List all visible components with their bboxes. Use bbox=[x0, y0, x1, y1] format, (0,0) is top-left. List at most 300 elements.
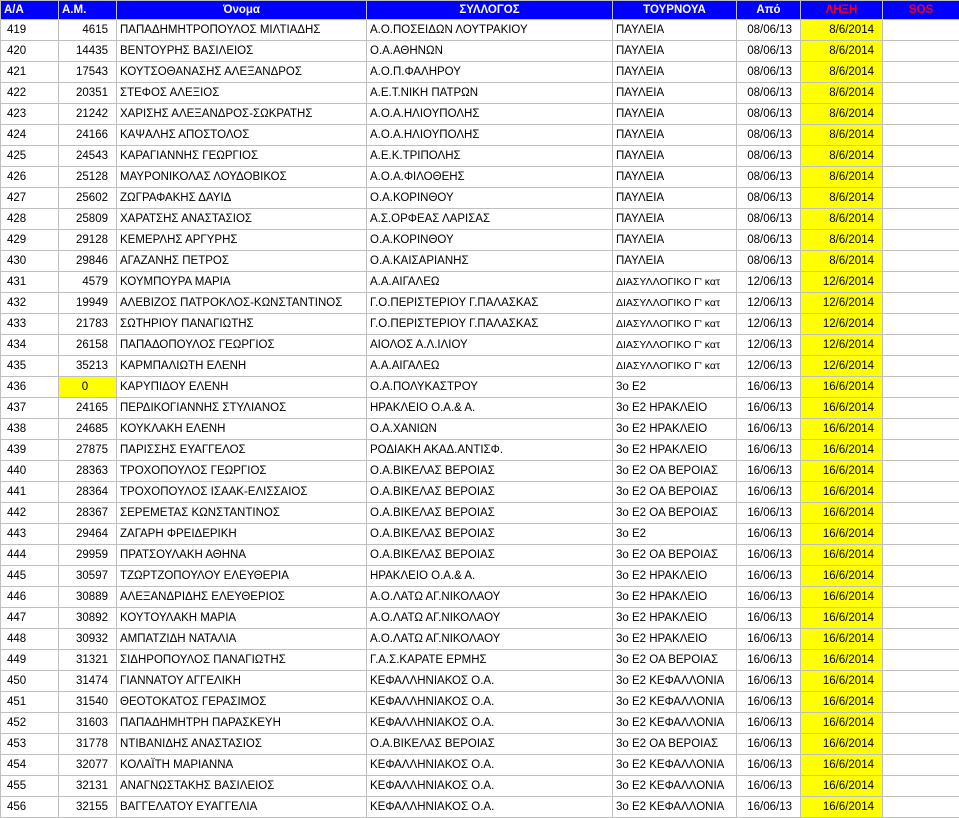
cell-aa: 429 bbox=[1, 230, 59, 251]
cell-club: Α.Ο.ΠΟΣΕΙΔΩΝ ΛΟΥΤΡΑΚΙΟΥ bbox=[367, 20, 613, 41]
cell-from: 16/06/13 bbox=[737, 608, 801, 629]
cell-expiry: 8/6/2014 bbox=[801, 83, 883, 104]
table-row[interactable] bbox=[1, 482, 959, 503]
cell-sos bbox=[883, 272, 959, 293]
table-row[interactable] bbox=[1, 503, 959, 524]
cell-aa: 456 bbox=[1, 797, 59, 818]
cell-aa: 441 bbox=[1, 482, 59, 503]
cell-am: 27875 bbox=[59, 440, 117, 461]
cell-from: 08/06/13 bbox=[737, 146, 801, 167]
cell-club: Α.Α.ΑΙΓΑΛΕΩ bbox=[367, 356, 613, 377]
cell-expiry: 8/6/2014 bbox=[801, 230, 883, 251]
cell-from: 16/06/13 bbox=[737, 797, 801, 818]
cell-aa: 435 bbox=[1, 356, 59, 377]
table-row[interactable] bbox=[1, 41, 959, 62]
cell-tournament: 3ο Ε2 bbox=[613, 524, 737, 545]
cell-tournament: 3ο Ε2 ΗΡΑΚΛΕΙΟ bbox=[613, 608, 737, 629]
cell-sos bbox=[883, 482, 959, 503]
cell-tournament: 3ο Ε2 ΗΡΑΚΛΕΙΟ bbox=[613, 587, 737, 608]
cell-expiry: 16/6/2014 bbox=[801, 587, 883, 608]
cell-aa: 424 bbox=[1, 125, 59, 146]
cell-club: Ο.Α.ΒΙΚΕΛΑΣ ΒΕΡΟΙΑΣ bbox=[367, 503, 613, 524]
cell-tournament: 3ο Ε2 ΚΕΦΑΛΛΟΝΙΑ bbox=[613, 671, 737, 692]
cell-name: ΑΓΑΖΑΝΗΣ ΠΕΤΡΟΣ bbox=[117, 251, 367, 272]
header-tournament[interactable]: ΤΟΥΡΝΟΥΑ bbox=[613, 1, 737, 20]
cell-sos bbox=[883, 797, 959, 818]
cell-tournament: 3ο Ε2 ΗΡΑΚΛΕΙΟ bbox=[613, 440, 737, 461]
table-row[interactable] bbox=[1, 104, 959, 125]
cell-from: 12/06/13 bbox=[737, 314, 801, 335]
cell-am: 21242 bbox=[59, 104, 117, 125]
cell-name: ΜΑΥΡΟΝΙΚΟΛΑΣ ΛΟΥΔΟΒΙΚΟΣ bbox=[117, 167, 367, 188]
cell-sos bbox=[883, 440, 959, 461]
cell-from: 08/06/13 bbox=[737, 62, 801, 83]
cell-expiry: 16/6/2014 bbox=[801, 377, 883, 398]
cell-am: 19949 bbox=[59, 293, 117, 314]
table-row[interactable] bbox=[1, 587, 959, 608]
cell-aa: 440 bbox=[1, 461, 59, 482]
table-row[interactable] bbox=[1, 209, 959, 230]
cell-club: Ο.Α.ΒΙΚΕΛΑΣ ΒΕΡΟΙΑΣ bbox=[367, 461, 613, 482]
cell-tournament: 3ο Ε2 ΟΑ ΒΕΡΟΙΑΣ bbox=[613, 734, 737, 755]
cell-sos bbox=[883, 713, 959, 734]
cell-aa: 428 bbox=[1, 209, 59, 230]
cell-from: 08/06/13 bbox=[737, 209, 801, 230]
cell-name: ΠΑΠΑΔΗΜΗΤΡΟΠΟΥΛΟΣ ΜΙΛΤΙΑΔΗΣ bbox=[117, 20, 367, 41]
cell-from: 16/06/13 bbox=[737, 650, 801, 671]
cell-am: 25128 bbox=[59, 167, 117, 188]
cell-am: 31778 bbox=[59, 734, 117, 755]
cell-from: 08/06/13 bbox=[737, 188, 801, 209]
cell-club: ΡΟΔΙΑΚΗ ΑΚΑΔ.ΑΝΤΙΣΦ. bbox=[367, 440, 613, 461]
cell-from: 16/06/13 bbox=[737, 629, 801, 650]
cell-name: ΚΑΡΑΓΙΑΝΝΗΣ ΓΕΩΡΓΙΟΣ bbox=[117, 146, 367, 167]
header-club[interactable]: ΣΥΛΛΟΓΟΣ bbox=[367, 1, 613, 20]
cell-sos bbox=[883, 146, 959, 167]
cell-club: Ο.Α.ΒΙΚΕΛΑΣ ΒΕΡΟΙΑΣ bbox=[367, 545, 613, 566]
cell-from: 12/06/13 bbox=[737, 293, 801, 314]
cell-aa: 453 bbox=[1, 734, 59, 755]
cell-am: 25809 bbox=[59, 209, 117, 230]
cell-expiry: 16/6/2014 bbox=[801, 482, 883, 503]
cell-name: ΠΡΑΤΣΟΥΛΑΚΗ ΑΘΗΝΑ bbox=[117, 545, 367, 566]
table-row[interactable] bbox=[1, 755, 959, 776]
cell-aa: 425 bbox=[1, 146, 59, 167]
header-aa[interactable]: A/A bbox=[1, 1, 59, 20]
header-from[interactable]: Από bbox=[737, 1, 801, 20]
cell-name: ΚΑΡΜΠΑΛΙΩΤΗ ΕΛΕΝΗ bbox=[117, 356, 367, 377]
cell-club: Α.Ε.Κ.ΤΡΙΠΟΛΗΣ bbox=[367, 146, 613, 167]
cell-name: ΚΕΜΕΡΛΗΣ ΑΡΓΥΡΗΣ bbox=[117, 230, 367, 251]
cell-sos bbox=[883, 629, 959, 650]
cell-tournament: 3ο Ε2 bbox=[613, 377, 737, 398]
cell-club: Ο.Α.ΒΙΚΕΛΑΣ ΒΕΡΟΙΑΣ bbox=[367, 734, 613, 755]
cell-tournament: ΠΑΥΛΕΙΑ bbox=[613, 230, 737, 251]
cell-am: 35213 bbox=[59, 356, 117, 377]
cell-tournament: ΔΙΑΣΥΛΛΟΓΙΚΟ Γ' κατ bbox=[613, 335, 737, 356]
cell-name: ΤΡΟΧΟΠΟΥΛΟΣ ΓΕΩΡΓΙΟΣ bbox=[117, 461, 367, 482]
cell-aa: 443 bbox=[1, 524, 59, 545]
cell-aa: 449 bbox=[1, 650, 59, 671]
cell-expiry: 16/6/2014 bbox=[801, 629, 883, 650]
table-row[interactable] bbox=[1, 524, 959, 545]
cell-sos bbox=[883, 20, 959, 41]
cell-aa: 431 bbox=[1, 272, 59, 293]
cell-am: 24685 bbox=[59, 419, 117, 440]
cell-am: 24543 bbox=[59, 146, 117, 167]
cell-from: 16/06/13 bbox=[737, 524, 801, 545]
cell-sos bbox=[883, 377, 959, 398]
cell-aa: 455 bbox=[1, 776, 59, 797]
cell-club: Α.Ο.Π.ΦΑΛΗΡΟΥ bbox=[367, 62, 613, 83]
cell-tournament: 3ο Ε2 ΚΕΦΑΛΛΟΝΙΑ bbox=[613, 755, 737, 776]
cell-expiry: 16/6/2014 bbox=[801, 545, 883, 566]
cell-aa: 434 bbox=[1, 335, 59, 356]
cell-name: ΠΑΠΑΔΗΜΗΤΡΗ ΠΑΡΑΣΚΕΥΗ bbox=[117, 713, 367, 734]
cell-aa: 426 bbox=[1, 167, 59, 188]
cell-club: Ο.Α.ΠΟΛΥΚΑΣΤΡΟΥ bbox=[367, 377, 613, 398]
cell-expiry: 16/6/2014 bbox=[801, 419, 883, 440]
cell-aa: 442 bbox=[1, 503, 59, 524]
cell-club: Γ.Α.Σ.ΚΑΡΑΤΕ ΕΡΜΗΣ bbox=[367, 650, 613, 671]
table-row[interactable] bbox=[1, 230, 959, 251]
cell-tournament: ΠΑΥΛΕΙΑ bbox=[613, 167, 737, 188]
cell-tournament: 3ο Ε2 ΟΑ ΒΕΡΟΙΑΣ bbox=[613, 545, 737, 566]
cell-expiry: 16/6/2014 bbox=[801, 524, 883, 545]
cell-name: ΖΑΓΑΡΗ ΦΡΕΙΔΕΡΙΚΗ bbox=[117, 524, 367, 545]
cell-sos bbox=[883, 650, 959, 671]
cell-aa: 422 bbox=[1, 83, 59, 104]
cell-club: Ο.Α.ΚΑΙΣΑΡΙΑΝΗΣ bbox=[367, 251, 613, 272]
cell-name: ΣΩΤΗΡΙΟΥ ΠΑΝΑΓΙΩΤΗΣ bbox=[117, 314, 367, 335]
cell-expiry: 16/6/2014 bbox=[801, 461, 883, 482]
cell-sos bbox=[883, 587, 959, 608]
cell-from: 08/06/13 bbox=[737, 230, 801, 251]
cell-from: 12/06/13 bbox=[737, 335, 801, 356]
cell-name: ΑΛΕΒΙΖΟΣ ΠΑΤΡΟΚΛΟΣ-ΚΩΝΣΤΑΝΤΙΝΟΣ bbox=[117, 293, 367, 314]
cell-from: 08/06/13 bbox=[737, 104, 801, 125]
cell-am: 14435 bbox=[59, 41, 117, 62]
cell-club: Ο.Α.ΒΙΚΕΛΑΣ ΒΕΡΟΙΑΣ bbox=[367, 482, 613, 503]
cell-expiry: 16/6/2014 bbox=[801, 608, 883, 629]
cell-club: Α.Ο.Α.ΦΙΛΟΘΕΗΣ bbox=[367, 167, 613, 188]
cell-from: 16/06/13 bbox=[737, 377, 801, 398]
cell-tournament: ΠΑΥΛΕΙΑ bbox=[613, 104, 737, 125]
cell-sos bbox=[883, 398, 959, 419]
cell-club: ΚΕΦΑΛΛΗΝΙΑΚΟΣ Ο.Α. bbox=[367, 671, 613, 692]
table-row[interactable] bbox=[1, 188, 959, 209]
cell-club: ΚΕΦΑΛΛΗΝΙΑΚΟΣ Ο.Α. bbox=[367, 797, 613, 818]
cell-name: ΠΕΡΔΙΚΟΓΙΑΝΝΗΣ ΣΤΥΛΙΑΝΟΣ bbox=[117, 398, 367, 419]
cell-sos bbox=[883, 566, 959, 587]
cell-aa: 438 bbox=[1, 419, 59, 440]
cell-from: 16/06/13 bbox=[737, 545, 801, 566]
cell-expiry: 8/6/2014 bbox=[801, 146, 883, 167]
cell-expiry: 16/6/2014 bbox=[801, 713, 883, 734]
header-am[interactable]: A.M. bbox=[59, 1, 117, 20]
cell-from: 16/06/13 bbox=[737, 461, 801, 482]
table-row[interactable] bbox=[1, 734, 959, 755]
cell-sos bbox=[883, 524, 959, 545]
table-row[interactable] bbox=[1, 398, 959, 419]
cell-tournament: ΔΙΑΣΥΛΛΟΓΙΚΟ Γ' κατ bbox=[613, 314, 737, 335]
cell-am: 30932 bbox=[59, 629, 117, 650]
cell-aa: 433 bbox=[1, 314, 59, 335]
cell-am: 30889 bbox=[59, 587, 117, 608]
cell-sos bbox=[883, 104, 959, 125]
table-row[interactable] bbox=[1, 461, 959, 482]
cell-am: 31603 bbox=[59, 713, 117, 734]
cell-expiry: 16/6/2014 bbox=[801, 398, 883, 419]
cell-from: 16/06/13 bbox=[737, 776, 801, 797]
table-row[interactable] bbox=[1, 314, 959, 335]
cell-am: 0 bbox=[59, 377, 117, 398]
cell-aa: 419 bbox=[1, 20, 59, 41]
cell-from: 16/06/13 bbox=[737, 398, 801, 419]
table-row[interactable] bbox=[1, 167, 959, 188]
table-row[interactable] bbox=[1, 146, 959, 167]
table-row[interactable] bbox=[1, 566, 959, 587]
table-row[interactable] bbox=[1, 83, 959, 104]
cell-am: 29464 bbox=[59, 524, 117, 545]
cell-name: ΒΑΓΓΕΛΑΤΟΥ ΕΥΑΓΓΕΛΙΑ bbox=[117, 797, 367, 818]
cell-from: 12/06/13 bbox=[737, 272, 801, 293]
cell-name: ΚΟΥΤΟΥΛΑΚΗ ΜΑΡΙΑ bbox=[117, 608, 367, 629]
table-row[interactable] bbox=[1, 776, 959, 797]
cell-tournament: 3ο Ε2 ΟΑ ΒΕΡΟΙΑΣ bbox=[613, 461, 737, 482]
cell-name: ΣΙΔΗΡΟΠΟΥΛΟΣ ΠΑΝΑΓΙΩΤΗΣ bbox=[117, 650, 367, 671]
cell-sos bbox=[883, 608, 959, 629]
cell-aa: 448 bbox=[1, 629, 59, 650]
cell-name: ΣΕΡΕΜΕΤΑΣ ΚΩΝΣΤΑΝΤΙΝΟΣ bbox=[117, 503, 367, 524]
cell-club: Α.Ο.Α.ΗΛΙΟΥΠΟΛΗΣ bbox=[367, 104, 613, 125]
cell-expiry: 16/6/2014 bbox=[801, 692, 883, 713]
header-sos[interactable]: SOS bbox=[883, 1, 959, 20]
table-row[interactable] bbox=[1, 545, 959, 566]
cell-aa: 446 bbox=[1, 587, 59, 608]
cell-tournament: 3ο Ε2 ΗΡΑΚΛΕΙΟ bbox=[613, 419, 737, 440]
cell-am: 30892 bbox=[59, 608, 117, 629]
cell-from: 08/06/13 bbox=[737, 251, 801, 272]
table-row[interactable] bbox=[1, 62, 959, 83]
cell-am: 30597 bbox=[59, 566, 117, 587]
cell-from: 08/06/13 bbox=[737, 20, 801, 41]
cell-expiry: 16/6/2014 bbox=[801, 797, 883, 818]
cell-from: 16/06/13 bbox=[737, 440, 801, 461]
cell-name: ΓΙΑΝΝΑΤΟΥ ΑΓΓΕΛΙΚΗ bbox=[117, 671, 367, 692]
table-row[interactable] bbox=[1, 440, 959, 461]
table-row[interactable] bbox=[1, 419, 959, 440]
cell-sos bbox=[883, 293, 959, 314]
cell-name: ΚΟΥΜΠΟΥΡΑ ΜΑΡΙΑ bbox=[117, 272, 367, 293]
cell-from: 12/06/13 bbox=[737, 356, 801, 377]
table-row[interactable] bbox=[1, 251, 959, 272]
cell-club: Α.Ε.Τ.ΝΙΚΗ ΠΑΤΡΩΝ bbox=[367, 83, 613, 104]
cell-tournament: ΠΑΥΛΕΙΑ bbox=[613, 41, 737, 62]
cell-sos bbox=[883, 356, 959, 377]
cell-name: ΤΡΟΧΟΠΟΥΛΟΣ ΙΣΑΑΚ-ΕΛΙΣΣΑΙΟΣ bbox=[117, 482, 367, 503]
cell-sos bbox=[883, 335, 959, 356]
cell-aa: 450 bbox=[1, 671, 59, 692]
cell-club: Α.Ο.ΛΑΤΩ ΑΓ.ΝΙΚΟΛΑΟΥ bbox=[367, 629, 613, 650]
cell-aa: 420 bbox=[1, 41, 59, 62]
table-row[interactable] bbox=[1, 629, 959, 650]
cell-am: 32131 bbox=[59, 776, 117, 797]
cell-tournament: ΠΑΥΛΕΙΑ bbox=[613, 62, 737, 83]
cell-aa: 437 bbox=[1, 398, 59, 419]
cell-name: ΠΑΠΑΔΟΠΟΥΛΟΣ ΓΕΩΡΓΙΟΣ bbox=[117, 335, 367, 356]
cell-name: ΖΩΓΡΑΦΑΚΗΣ ΔΑΥΙΔ bbox=[117, 188, 367, 209]
cell-expiry: 12/6/2014 bbox=[801, 356, 883, 377]
cell-am: 31540 bbox=[59, 692, 117, 713]
cell-am: 29959 bbox=[59, 545, 117, 566]
cell-sos bbox=[883, 188, 959, 209]
header-expiry[interactable]: ΛΗΞΗ bbox=[801, 1, 883, 20]
cell-sos bbox=[883, 692, 959, 713]
cell-aa: 427 bbox=[1, 188, 59, 209]
cell-club: ΚΕΦΑΛΛΗΝΙΑΚΟΣ Ο.Α. bbox=[367, 776, 613, 797]
cell-club: Α.Α.ΑΙΓΑΛΕΩ bbox=[367, 272, 613, 293]
cell-club: Γ.Ο.ΠΕΡΙΣΤΕΡΙΟΥ Γ.ΠΑΛΑΣΚΑΣ bbox=[367, 293, 613, 314]
cell-club: Α.Ο.ΛΑΤΩ ΑΓ.ΝΙΚΟΛΑΟΥ bbox=[367, 587, 613, 608]
cell-from: 16/06/13 bbox=[737, 587, 801, 608]
cell-name: ΣΤΕΦΟΣ ΑΛΕΞΙΟΣ bbox=[117, 83, 367, 104]
cell-expiry: 12/6/2014 bbox=[801, 335, 883, 356]
cell-expiry: 16/6/2014 bbox=[801, 671, 883, 692]
cell-am: 32155 bbox=[59, 797, 117, 818]
cell-expiry: 12/6/2014 bbox=[801, 272, 883, 293]
table-row[interactable] bbox=[1, 713, 959, 734]
cell-name: ΧΑΡΙΣΗΣ ΑΛΕΞΑΝΔΡΟΣ-ΣΩΚΡΑΤΗΣ bbox=[117, 104, 367, 125]
cell-sos bbox=[883, 734, 959, 755]
header-row bbox=[1, 1, 959, 20]
cell-aa: 454 bbox=[1, 755, 59, 776]
cell-aa: 452 bbox=[1, 713, 59, 734]
cell-club: Α.Ο.ΛΑΤΩ ΑΓ.ΝΙΚΟΛΑΟΥ bbox=[367, 608, 613, 629]
cell-club: Ο.Α.ΑΘΗΝΩΝ bbox=[367, 41, 613, 62]
cell-club: Ο.Α.ΒΙΚΕΛΑΣ ΒΕΡΟΙΑΣ bbox=[367, 524, 613, 545]
table-row[interactable] bbox=[1, 650, 959, 671]
cell-am: 4579 bbox=[59, 272, 117, 293]
cell-expiry: 16/6/2014 bbox=[801, 503, 883, 524]
cell-from: 16/06/13 bbox=[737, 734, 801, 755]
cell-from: 16/06/13 bbox=[737, 692, 801, 713]
cell-expiry: 16/6/2014 bbox=[801, 776, 883, 797]
table-row[interactable] bbox=[1, 608, 959, 629]
cell-from: 08/06/13 bbox=[737, 41, 801, 62]
table-row[interactable] bbox=[1, 125, 959, 146]
table-row[interactable] bbox=[1, 356, 959, 377]
cell-aa: 451 bbox=[1, 692, 59, 713]
cell-expiry: 16/6/2014 bbox=[801, 566, 883, 587]
cell-expiry: 8/6/2014 bbox=[801, 62, 883, 83]
table-row[interactable] bbox=[1, 293, 959, 314]
cell-am: 29128 bbox=[59, 230, 117, 251]
cell-sos bbox=[883, 314, 959, 335]
cell-name: ΑΝΑΓΝΩΣΤΑΚΗΣ ΒΑΣΙΛΕΙΟΣ bbox=[117, 776, 367, 797]
table-row[interactable] bbox=[1, 335, 959, 356]
cell-aa: 439 bbox=[1, 440, 59, 461]
cell-name: ΠΑΡΙΣΣΗΣ ΕΥΑΓΓΕΛΟΣ bbox=[117, 440, 367, 461]
cell-sos bbox=[883, 461, 959, 482]
table-row[interactable] bbox=[1, 20, 959, 41]
cell-aa: 447 bbox=[1, 608, 59, 629]
cell-club: ΗΡΑΚΛΕΙΟ Ο.Α.& Α. bbox=[367, 398, 613, 419]
cell-expiry: 12/6/2014 bbox=[801, 314, 883, 335]
table-body bbox=[1, 20, 959, 818]
cell-aa: 445 bbox=[1, 566, 59, 587]
cell-tournament: ΠΑΥΛΕΙΑ bbox=[613, 146, 737, 167]
cell-expiry: 8/6/2014 bbox=[801, 104, 883, 125]
cell-tournament: 3ο Ε2 ΟΑ ΒΕΡΟΙΑΣ bbox=[613, 650, 737, 671]
cell-am: 17543 bbox=[59, 62, 117, 83]
cell-tournament: ΔΙΑΣΥΛΛΟΓΙΚΟ Γ' κατ bbox=[613, 356, 737, 377]
cell-from: 16/06/13 bbox=[737, 755, 801, 776]
cell-from: 08/06/13 bbox=[737, 125, 801, 146]
cell-club: Α.Ο.Α.ΗΛΙΟΥΠΟΛΗΣ bbox=[367, 125, 613, 146]
table-row[interactable] bbox=[1, 692, 959, 713]
cell-club: Ο.Α.ΧΑΝΙΩΝ bbox=[367, 419, 613, 440]
cell-am: 28363 bbox=[59, 461, 117, 482]
cell-am: 4615 bbox=[59, 20, 117, 41]
cell-expiry: 8/6/2014 bbox=[801, 41, 883, 62]
cell-from: 16/06/13 bbox=[737, 482, 801, 503]
cell-aa: 444 bbox=[1, 545, 59, 566]
cell-club: ΚΕΦΑΛΛΗΝΙΑΚΟΣ Ο.Α. bbox=[367, 755, 613, 776]
cell-am: 28364 bbox=[59, 482, 117, 503]
table-row[interactable] bbox=[1, 671, 959, 692]
header-name[interactable]: Όνομα bbox=[117, 1, 367, 20]
cell-sos bbox=[883, 209, 959, 230]
table-row[interactable] bbox=[1, 797, 959, 818]
cell-expiry: 8/6/2014 bbox=[801, 20, 883, 41]
cell-am: 26158 bbox=[59, 335, 117, 356]
cell-from: 08/06/13 bbox=[737, 83, 801, 104]
cell-tournament: ΔΙΑΣΥΛΛΟΓΙΚΟ Γ' κατ bbox=[613, 293, 737, 314]
cell-tournament: ΠΑΥΛΕΙΑ bbox=[613, 125, 737, 146]
cell-sos bbox=[883, 671, 959, 692]
table-row[interactable] bbox=[1, 377, 959, 398]
table-row[interactable] bbox=[1, 272, 959, 293]
cell-tournament: 3ο Ε2 ΗΡΑΚΛΕΙΟ bbox=[613, 629, 737, 650]
cell-sos bbox=[883, 776, 959, 797]
cell-name: ΚΑΨΑΛΗΣ ΑΠΟΣΤΟΛΟΣ bbox=[117, 125, 367, 146]
cell-tournament: 3ο Ε2 ΚΕΦΑΛΛΟΝΙΑ bbox=[613, 713, 737, 734]
cell-tournament: ΠΑΥΛΕΙΑ bbox=[613, 251, 737, 272]
cell-club: ΗΡΑΚΛΕΙΟ Ο.Α.& Α. bbox=[367, 566, 613, 587]
cell-sos bbox=[883, 755, 959, 776]
cell-from: 16/06/13 bbox=[737, 713, 801, 734]
cell-tournament: 3ο Ε2 ΟΑ ΒΕΡΟΙΑΣ bbox=[613, 482, 737, 503]
cell-tournament: 3ο Ε2 ΚΕΦΑΛΛΟΝΙΑ bbox=[613, 692, 737, 713]
cell-club: Γ.Ο.ΠΕΡΙΣΤΕΡΙΟΥ Γ.ΠΑΛΑΣΚΑΣ bbox=[367, 314, 613, 335]
cell-am: 20351 bbox=[59, 83, 117, 104]
cell-tournament: 3ο Ε2 ΗΡΑΚΛΕΙΟ bbox=[613, 398, 737, 419]
cell-name: ΚΟΛΑΪΤΗ ΜΑΡΙΑΝΝΑ bbox=[117, 755, 367, 776]
cell-aa: 432 bbox=[1, 293, 59, 314]
cell-tournament: 3ο Ε2 ΗΡΑΚΛΕΙΟ bbox=[613, 566, 737, 587]
cell-expiry: 12/6/2014 bbox=[801, 293, 883, 314]
cell-name: ΒΕΝΤΟΥΡΗΣ ΒΑΣΙΛΕΙΟΣ bbox=[117, 41, 367, 62]
cell-am: 31321 bbox=[59, 650, 117, 671]
cell-sos bbox=[883, 83, 959, 104]
cell-club: Α.Σ.ΟΡΦΕΑΣ ΛΑΡΙΣΑΣ bbox=[367, 209, 613, 230]
cell-name: ΧΑΡΑΤΣΗΣ ΑΝΑΣΤΑΣΙΟΣ bbox=[117, 209, 367, 230]
cell-sos bbox=[883, 62, 959, 83]
cell-expiry: 16/6/2014 bbox=[801, 650, 883, 671]
cell-tournament: 3ο Ε2 ΚΕΦΑΛΛΟΝΙΑ bbox=[613, 776, 737, 797]
cell-sos bbox=[883, 230, 959, 251]
